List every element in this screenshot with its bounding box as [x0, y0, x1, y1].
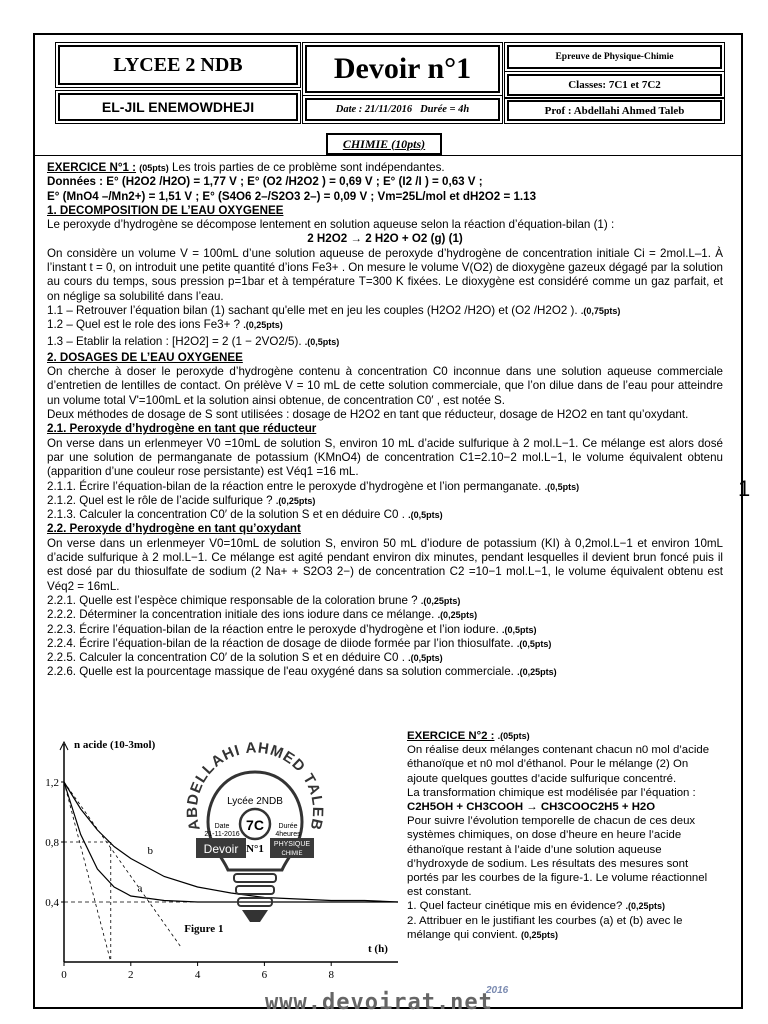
- q2-2-1-pts: .(0,25pts): [420, 595, 461, 606]
- logo-subject-2: CHIMIE: [281, 851, 303, 857]
- town-box: [58, 93, 298, 121]
- donnees-1: Données : E° (H2O2 /H2O) = 1,77 V ; E° (O2 /H2O2 ) = 0,69 V ; E° (I2 /I ) = 0,63 V ;: [47, 175, 483, 189]
- q2-2-6-pts: .(0,25pts): [517, 667, 557, 678]
- part2-1-title: 2.1. Peroxyde d’hydrogène en tant que réducteur: [47, 422, 317, 436]
- school-name: LYCEE 2 NDB: [113, 53, 243, 76]
- logo-school: Lycée 2NDB: [227, 796, 283, 807]
- exam-duration: Durée = 4h: [420, 104, 470, 115]
- section-box: [326, 133, 442, 155]
- ex1-intro: Les trois parties de ce problème sont indépendantes.: [172, 161, 445, 174]
- ex2-text1: On réalise deux mélanges contenant chacun n0 mol d’acide éthanoïque et n0 mol d’éthanol. Pour le mélange (2) On ajoute quelques gouttes d’acide sulfurique concentré.: [407, 744, 710, 785]
- logo-class: 7C: [246, 817, 264, 833]
- epreuve-label: Epreuve de Physique-Chimie: [555, 52, 674, 62]
- ex2-q2-pts: (0,25pts): [521, 929, 559, 940]
- q1-2: 1.2 – Quel est le role des ions Fe3+ ?: [47, 318, 241, 332]
- q2-2-4: 2.2.4. Écrire l’équation-bilan de la réaction de dosage de diiode formée par l’ion thiosulfate.: [47, 636, 514, 650]
- logo-devoir: Devoir: [203, 842, 239, 856]
- y-tick-label: 0,4: [45, 897, 59, 909]
- q1-1: 1.1 – Retrouver l’équation bilan (1) sachant qu'elle met en jeu les couples (H2O2 /H2O) et (O2 /H2O2 ).: [47, 303, 578, 317]
- logo-duree: 4heures: [275, 831, 301, 838]
- section-rule: [33, 155, 743, 156]
- logo-num: N°1: [246, 843, 264, 855]
- page-title: Devoir n°1: [333, 52, 472, 85]
- q2-1-3: 2.1.3. Calculer la concentration C0′ de la solution S et en déduire C0 .: [47, 508, 405, 522]
- y-axis-title: n acide (10-3mol): [74, 739, 156, 751]
- title-box: [305, 45, 500, 93]
- logo-date-label: Date: [214, 823, 230, 830]
- q2-2-5-pts: .(0,5pts): [408, 653, 443, 664]
- ex2-text2: La transformation chimique est modélisée par l’équation :: [407, 786, 696, 799]
- q2-2-3: 2.2.3. Écrire l’équation-bilan de la réaction entre le peroxyde d’hydrogène et l’ion iodure.: [47, 622, 499, 636]
- logo-date: 21-11-2016: [204, 831, 240, 838]
- x-tick-label: 8: [328, 969, 334, 981]
- q2-2-3-pts: .(0,5pts): [502, 624, 537, 635]
- q2-1-1: 2.1.1. Écrire l’équation-bilan de la réaction entre le peroxyde d’hydrogène et l’ion permanganate.: [47, 479, 542, 493]
- q1-3-pts: .(0,5pts): [304, 336, 340, 347]
- classes-label: Classes: 7C1 et 7C2: [568, 79, 661, 91]
- exam-date: Date : 21/11/2016: [335, 104, 413, 115]
- exercise-2: [407, 729, 722, 942]
- author-logo: [180, 734, 330, 974]
- footer-site: www.devoirat.net: [265, 990, 493, 1015]
- town-name: EL-JIL ENEMOWDHEJI: [101, 99, 255, 115]
- ex2-pts: .(05pts): [497, 731, 530, 741]
- part2-title: 2. DOSAGES DE L’EAU OXYGENEE: [47, 350, 243, 364]
- footer-year: 2016: [486, 985, 509, 996]
- y-tick-label: 1,2: [45, 777, 59, 789]
- q2-1-1-pts: .(0,5pts): [544, 481, 580, 492]
- part2-text2: Deux méthodes de dosage de S sont utilisées : dosage de H2O2 en tant que réducteur, dosage de H2O2 en tant qu’oxydant.: [47, 408, 689, 422]
- part1-text1: Le peroxyde d’hydrogène se décompose lentement en solution aqueuse selon la réaction d’équation-bilan (1) :: [47, 218, 615, 232]
- part2-2-title: 2.2. Peroxyde d’hydrogène en tant qu’oxydant: [47, 522, 301, 536]
- q2-2-2: 2.2.2. Déterminer la concentration initiale des ions iodure dans ce mélange.: [47, 608, 435, 622]
- ex1-pts: (05pts): [139, 163, 169, 173]
- donnees-2: E° (MnO4 –/Mn2+) = 1,51 V ; E° (S4O6 2–/S2O3 2–) = 0,09 V ; Vm=25L/mol et dH2O2 = 1.13: [47, 189, 537, 203]
- bulb-base-1: [234, 874, 276, 882]
- prof-label: Prof : Abdellahi Ahmed Taleb: [544, 104, 685, 117]
- tangent-line: [64, 782, 111, 962]
- epreuve-box: [507, 45, 722, 69]
- x-tick-label: 0: [61, 969, 67, 981]
- part1-text2: On considère un volume V = 100mL d’une solution aqueuse de peroxyde d’hydrogène de concentration initiale Ci = 2mol.L–1. À l’instant t = 0, on introduit une petite quantité d’ions Fe3+ . On mesure le volume V(O2) de dioxygène gazeux dégagé par la solution au cours du temps, sous pression p=1bar et à température T=300 K fixées. Le dioxygène est considéré comme un gaz parfait, et on néglige sa solubilité dans l’eau.: [47, 246, 723, 303]
- q2-1-3-pts: .(0,5pts): [408, 510, 443, 521]
- x-axis-title: t (h): [368, 943, 388, 955]
- q1-2-pts: .(0,25pts): [243, 320, 283, 331]
- part1-equation: 2 H2O2 → 2 H2O + O2 (g) (1): [307, 232, 463, 246]
- ex2-title: EXERCICE N°2 :: [407, 730, 495, 742]
- part2-1-text: On verse dans un erlenmeyer V0 =10mL de solution S, environ 10 mL d’acide sulfurique à 2 mol.L−1. Ce mélange est alors dosé par une solution de permanganate de potassium (KMnO4) de concentration C1=2.10−2 mol.L−1, le volume équivalent obtenu (apparition d’une couleur rose persistante) est Véq1 =16 mL.: [47, 436, 723, 479]
- chart-title: Figure 1: [184, 923, 224, 935]
- q2-1-2-pts: .(0,25pts): [275, 495, 316, 506]
- prof-box: [507, 100, 722, 121]
- tangent-line: [64, 782, 181, 947]
- y-tick-label: 0,8: [45, 837, 59, 849]
- q2-2-4-pts: .(0,5pts): [516, 638, 552, 649]
- logo-subject-1: PHYSIQUE: [273, 841, 311, 848]
- curve-label-a: a: [137, 882, 143, 895]
- ex2-equation: C2H5OH + CH3COOH → CH3COOC2H5 + H2O: [407, 801, 656, 814]
- q1-3: 1.3 – Etablir la relation : [H2O2] = 2 (1 − 2VO2/5).: [47, 334, 302, 348]
- ex2-q1-pts: .(0,25pts): [625, 901, 665, 912]
- ex2-q1: 1. Quel facteur cinétique mis en évidence?: [407, 900, 623, 913]
- ex2-text3: Pour suivre l’évolution temporelle de chacun de ces deux systèmes chimiques, on dose d’heure en heure l’acide éthanoïque restant à l’aide d’une solution aqueuse d’hydroxyde de sodium. Les résultats des mesures sont portés par les courbes de la figure-1. Le volume réactionnel est constant.: [407, 815, 708, 899]
- q2-2-2-pts: .(0,25pts): [437, 610, 478, 621]
- curve-label-b: b: [147, 845, 153, 857]
- x-tick-label: 4: [194, 969, 201, 981]
- logo-duree-label: Durée: [278, 823, 298, 830]
- q2-2-5: 2.2.5. Calculer la concentration C0′ de la solution S et en déduire C0 .: [47, 651, 405, 665]
- q1-1-pts: .(0,75pts): [580, 305, 621, 316]
- q2-1-2: 2.1.2. Quel est le rôle de l’acide sulfurique ?: [47, 493, 273, 507]
- x-tick-label: 6: [261, 969, 268, 981]
- ex2-q2: 2. Attribuer en le justifiant les courbes (a) et (b) avec le mélange qui convient.: [407, 914, 683, 941]
- bulb-base-2: [236, 886, 274, 894]
- classes-box: [507, 74, 722, 96]
- school-box: [58, 45, 298, 85]
- x-tick-label: 2: [128, 969, 134, 981]
- bulb-base-3: [238, 898, 272, 906]
- q2-2-6: 2.2.6. Quelle est la pourcentage massique de l'eau oxygéné dans sa solution commerciale.: [47, 665, 514, 679]
- q2-2-1: 2.2.1. Quelle est l’espèce chimique responsable de la coloration brune ?: [47, 593, 418, 607]
- logo-ring-text: ABDELLAHI AHMED TALEB: [183, 739, 327, 833]
- bulb-tip: [242, 910, 268, 922]
- section-title: CHIMIE (10pts): [342, 136, 426, 151]
- part2-2-text: On verse dans un erlenmeyer V0=10mL de solution S, environ 50 mL d’iodure de potassium (KI) à 0,2mol.L−1 et environ 10mL d’acide sulfurique à 2 mol.L−1. Ce mélange est agité pendant environ dix minutes, pendant lesquelles il devient brun foncé puis il est dosé par du thiosulfate de sodium (2 Na+ + S2O3 2−) de concentration C2 =10−1 mol.L−1, le volume équivalent obtenu est Véq2 = 16mL.: [47, 536, 723, 593]
- part1-title: 1. DECOMPOSITION DE L’EAU OXYGENEE: [47, 203, 284, 217]
- part2-text1: On cherche à doser le peroxyde d’hydrogène contenu à concentration C0 inconnue dans une solution aqueuse commerciale d’entretien de lentilles de contact. On prélève V = 10 mL de cette solution commerciale, que l’on dilue dans de l’eau pour atteindre un volume total V'=100mL et la solution ainsi obtenue, de concentration C0′ , est notée S.: [47, 365, 723, 407]
- ex1-title: EXERCICE N°1 :: [47, 161, 137, 174]
- page-number: 1: [738, 476, 751, 501]
- exercise-1: [47, 161, 723, 680]
- date-box: [305, 98, 500, 121]
